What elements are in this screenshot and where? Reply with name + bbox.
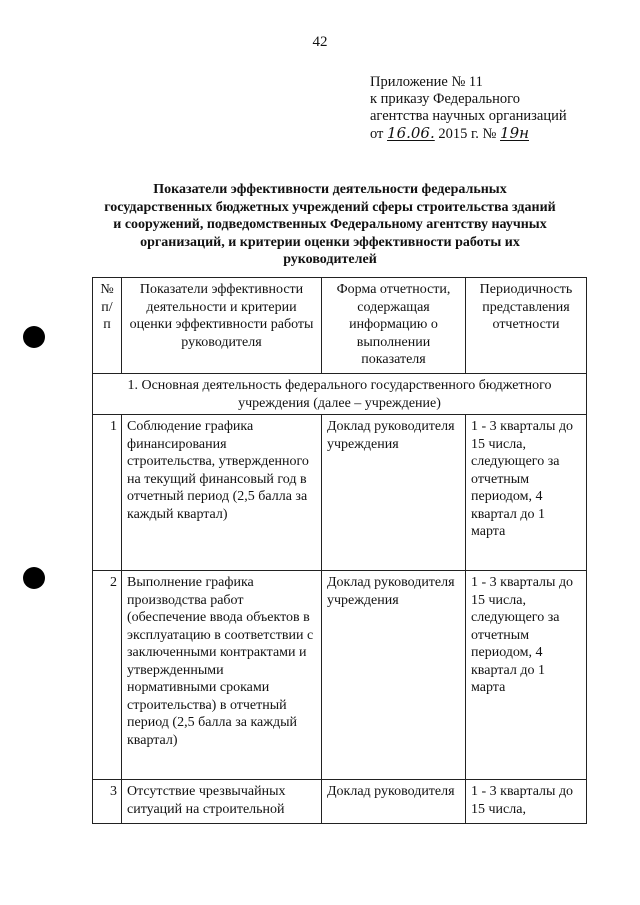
row-periodicity: 1 - 3 кварталы до 15 числа, следующего за отчетным периодом, 4 квартал до 1 марта — [466, 415, 587, 571]
table-row — [93, 780, 587, 824]
page-number: 42 — [312, 34, 328, 50]
header-number: № п/п — [93, 278, 122, 374]
header-periodicity: Периодичность представления отчетности — [466, 278, 587, 374]
row-report-form: Доклад руководителя учреждения — [322, 415, 466, 571]
header-report-form: Форма отчетности, содержащая информацию о выполнении показателя — [322, 278, 466, 374]
indicators-table — [92, 277, 587, 824]
row-number: 3 — [93, 780, 122, 824]
header-indicator: Показатели эффективности деятельности и критерии оценки эффективности работы руководителя — [122, 278, 322, 374]
punch-hole-mark — [23, 326, 45, 348]
appendix-line-3: агентства научных организаций — [370, 108, 567, 124]
table-row — [93, 415, 587, 571]
section-row — [93, 374, 587, 415]
row-periodicity: 1 - 3 кварталы до 15 числа, — [466, 780, 587, 824]
row-indicator: Соблюдение графика финансирования строительства, утвержденного на текущий финансовый год в отчетный период (2,5 балла за каждый квартал) — [122, 415, 322, 571]
row-number: 1 — [93, 415, 122, 571]
table-row — [93, 571, 587, 780]
row-indicator: Выполнение графика производства работ (обеспечение ввода объектов в эксплуатацию в соответствии с заключенными контрактами и утвержденными нормативными сроками строительства) в отчетный период (2,5 балла за каждый квартал) — [122, 571, 322, 780]
handwritten-order-number: 19н — [500, 124, 529, 142]
row-number: 2 — [93, 571, 122, 780]
section-title: 1. Основная деятельность федерального государственного бюджетного учреждения (далее – учреждение) — [93, 374, 587, 415]
appendix-line-1: Приложение № 11 — [370, 74, 483, 90]
punch-hole-mark — [23, 567, 45, 589]
appendix-date-line — [370, 125, 567, 143]
date-prefix: от — [370, 126, 384, 142]
row-indicator: Отсутствие чрезвычайных ситуаций на строительной — [122, 780, 322, 824]
table-header-row — [93, 278, 587, 374]
appendix-block — [370, 74, 567, 143]
document-title: Показатели эффективности деятельности федеральных государственных бюджетных учреждений сферы строительства зданий и сооружений, подведомственных Федеральному агентству научных организаций, и критерии оценки эффективности работы их руководителей — [104, 182, 556, 267]
row-report-form: Доклад руководителя — [322, 780, 466, 824]
order-year: 2015 г. № — [438, 126, 497, 142]
row-periodicity: 1 - 3 кварталы до 15 числа, следующего за отчетным периодом, 4 квартал до 1 марта — [466, 571, 587, 780]
row-report-form: Доклад руководителя учреждения — [322, 571, 466, 780]
handwritten-date: 16.06. — [387, 124, 435, 142]
appendix-line-2: к приказу Федерального — [370, 91, 521, 107]
